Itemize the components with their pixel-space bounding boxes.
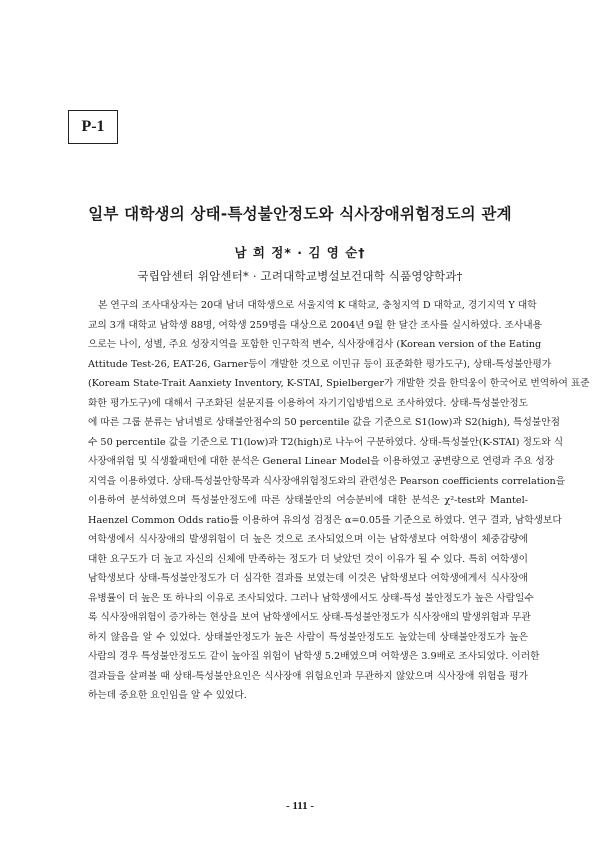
abstract-line: 화한 평가도구)에 대해서 구조화된 설문지를 이용하여 자기기입방법으로 조사하였다. 상태-특성불안정도 [88, 397, 528, 409]
page-number: - 111 - [285, 800, 315, 812]
abstract-line: 하는데 중요한 요인임을 알 수 있었다. [88, 690, 247, 701]
abstract-line: Haenzel Common Odds ratio를 이용하여 유의성 검정은 α=0.05를 기준으로 하였다. 연구 결과, 남학생보다 [88, 514, 562, 526]
abstract [88, 296, 590, 706]
abstract-line: 이용하여 분석하였으며 특성불안정도에 따른 상태불안의 여승분비에 대한 분석은 χ²-test와 Mantel- [88, 495, 528, 506]
abstract-line: 에 따른 그룹 분류는 남녀별로 상태불안점수의 50 percentile 값을 기준으로 S1(low)과 S2(high), 특성불안점 [88, 417, 560, 428]
abstract-line: 으로는 나이, 성별, 주요 성장지역을 포함한 인구학적 변수, 식사장애검사 (Korean version of the Eating [88, 339, 542, 350]
abstract-line: 결과들을 살펴볼 때 상태-특성불안요인은 식사장애 위험요인과 무관하지 않았으며 식사장애 위험을 평가 [88, 670, 528, 682]
abstract-line: 여학생에서 식사장애의 발생위험이 더 높은 것으로 조사되었으며 이는 남학생보다 여학생이 체중감량에 [88, 534, 528, 545]
abstract-line: 수 50 percentile 값을 기준으로 T1(low)과 T2(high)로 나누어 구분하였다. 상태-특성불안(K-STAI) 정도와 식 [88, 436, 564, 448]
abstract-line: 록 식사장애위험이 증가하는 현상을 보여 남학생에서도 상태-특성불안정도가 식사장애의 발생위험과 무관 [88, 612, 531, 623]
affiliation: 국립암센터 위암센터* · 고려대학교병설보건대학 식품영양학과† [137, 269, 463, 283]
abstract-line: (Koream State-Trait Aanxiety Inventory, K-STAI, Spielberger가 개발한 것을 한덕웅이 한국어로 번역하여 표준 [88, 378, 590, 389]
abstract-line: 대한 요구도가 더 높고 자신의 신체에 만족하는 정도가 더 낮았던 것이 이유가 될 수 있다. 특히 여학생이 [88, 553, 528, 565]
abstract-line: 교의 3개 대학교 남학생 88명, 여학생 259명을 대상으로 2004년 9월 한 달간 조사를 실시하였다. 조사내용 [88, 319, 542, 331]
authors: 남 희 정* · 김 영 순† [234, 245, 366, 260]
abstract-line: Attitude Test-26, EAT-26, Garner등이 개발한 것으로 이민규 등이 표준화한 평가도구), 상태-특성불안평가 [88, 358, 552, 370]
abstract-line: 지역을 이용하였다. 상태-특성불안항목과 식사장애위험정도와의 관련성은 Pearson coefficients correlation을 [88, 475, 566, 487]
abstract-line: 유병률이 더 높은 또 하나의 이유로 조사되었다. 그러나 남학생에서도 상태-특성 불안정도가 높은 사람일수 [88, 592, 534, 604]
abstract-line: 하지 않음을 알 수 있었다. 상태불안정도가 높은 사람이 특성불안정도도 높았는데 상태불안정도가 높은 [88, 631, 528, 643]
abstract-line: 사장애위험 및 식생활패턴에 대한 분석은 General Linear Model을 이용하였고 공변량으로 연령과 주요 성장 [88, 456, 555, 467]
abstract-line: 남학생보다 상태-특성불안정도가 더 심각한 결과를 보였는데 이것은 남학생보다 여학생에게서 식사장애 [88, 573, 528, 584]
abstract-line: 본 연구의 조사대상자는 20대 남녀 대학생으로 서울지역 K 대학교, 충청지역 D 대학교, 경기지역 Y 대학 [98, 300, 537, 311]
paper-title: 일부 대학생의 상태-특성불안정도와 식사장애위험정도의 관계 [88, 205, 512, 223]
section-label: P-1 [68, 110, 118, 144]
abstract-line: 사람의 경우 특성불안정도도 같이 높아질 위험이 남학생 5.2배였으며 여학생은 3.9배로 조사되었다. 이러한 [88, 651, 540, 662]
